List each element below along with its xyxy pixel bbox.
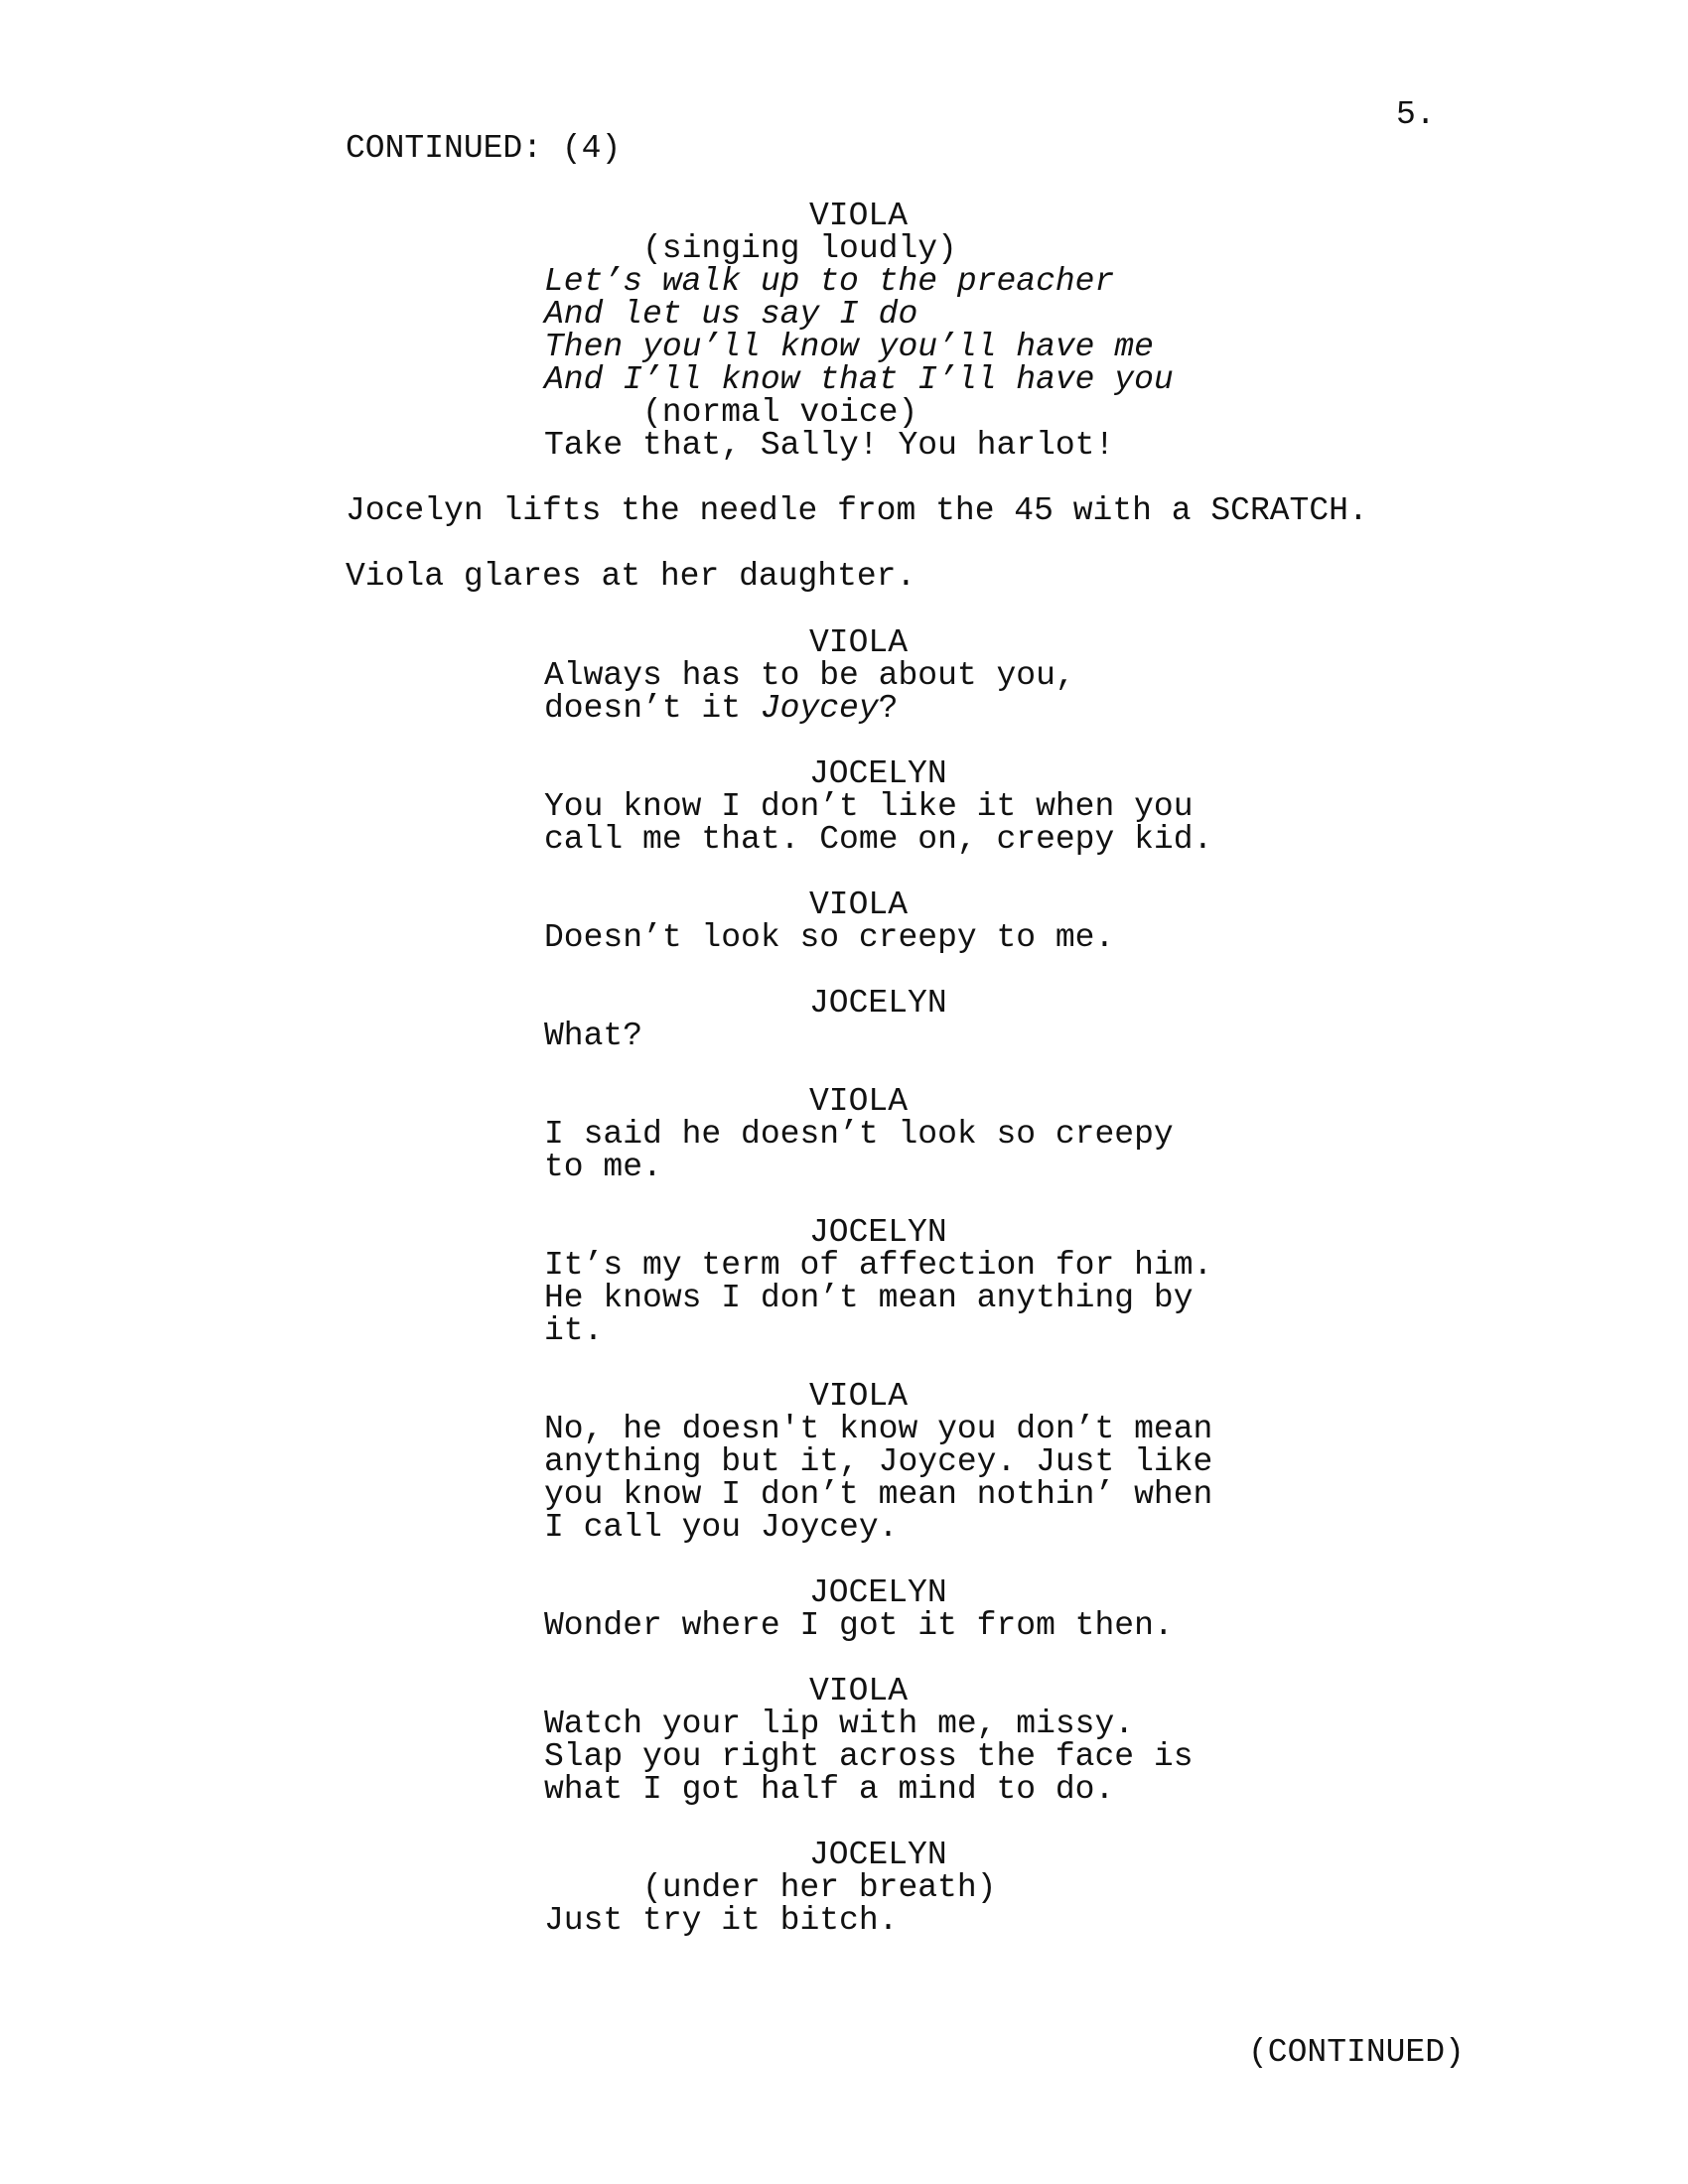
character-cue: VIOLA [809,198,909,234]
dialogue-line: Take that, Sally! You harlot! [544,427,1115,464]
action-line: Viola glares at her daughter. [346,558,916,595]
lyric-line: And let us say I do [544,296,918,333]
dialogue-line: Doesn’t look so creepy to me. [544,919,1115,956]
dialogue-line: to me. [544,1149,662,1185]
lyric-line: Let’s walk up to the preacher [544,263,1115,300]
dialogue-line: anything but it, Joycey. Just like [544,1443,1213,1480]
dialogue-line: Watch your lip with me, missy. [544,1706,1135,1742]
character-cue: JOCELYN [809,755,947,792]
parenthetical: (under her breath) [642,1869,997,1906]
character-cue: JOCELYN [809,1214,947,1251]
dialogue-line: call me that. Come on, creepy kid. [544,821,1213,858]
parenthetical: (normal voice) [642,394,918,431]
dialogue-line: I call you Joycey. [544,1509,899,1546]
character-cue: VIOLA [809,1673,909,1709]
character-cue: JOCELYN [809,1574,947,1611]
dialogue-text: ? [878,690,899,727]
dialogue-line: Always has to be about you, [544,657,1075,694]
dialogue-line [544,692,898,725]
character-cue: VIOLA [809,1378,909,1415]
dialogue-line: Wonder where I got it from then. [544,1607,1174,1644]
dialogue-line: I said he doesn’t look so creepy [544,1116,1174,1153]
character-cue: VIOLA [809,624,909,661]
continued-footer: (CONTINUED) [1248,2034,1465,2071]
character-cue: JOCELYN [809,985,947,1022]
dialogue-line: He knows I don’t mean anything by [544,1280,1194,1316]
dialogue-line: It’s my term of affection for him. [544,1247,1213,1284]
dialogue-line: You know I don’t like it when you [544,788,1194,825]
dialogue-line: it. [544,1312,604,1349]
action-line: Jocelyn lifts the needle from the 45 with a SCRATCH. [346,492,1368,529]
character-cue: JOCELYN [809,1837,947,1873]
dialogue-line: What? [544,1018,643,1054]
character-cue: VIOLA [809,887,909,923]
page-number: 5. [1396,96,1436,133]
lyric-line: And I’ll know that I’ll have you [544,361,1174,398]
lyric-line: Then you’ll know you’ll have me [544,329,1154,365]
parenthetical: (singing loudly) [642,230,957,267]
continued-header: CONTINUED: (4) [346,130,622,167]
dialogue-line: Slap you right across the face is [544,1738,1194,1775]
dialogue-emphasis: Joycey [760,690,879,727]
dialogue-text: doesn’t it [544,690,761,727]
dialogue-line: Just try it bitch. [544,1902,899,1939]
dialogue-line: what I got half a mind to do. [544,1771,1115,1808]
character-cue: VIOLA [809,1083,909,1120]
dialogue-line: you know I don’t mean nothin’ when [544,1476,1213,1513]
dialogue-line: No, he doesn't know you don’t mean [544,1411,1213,1447]
